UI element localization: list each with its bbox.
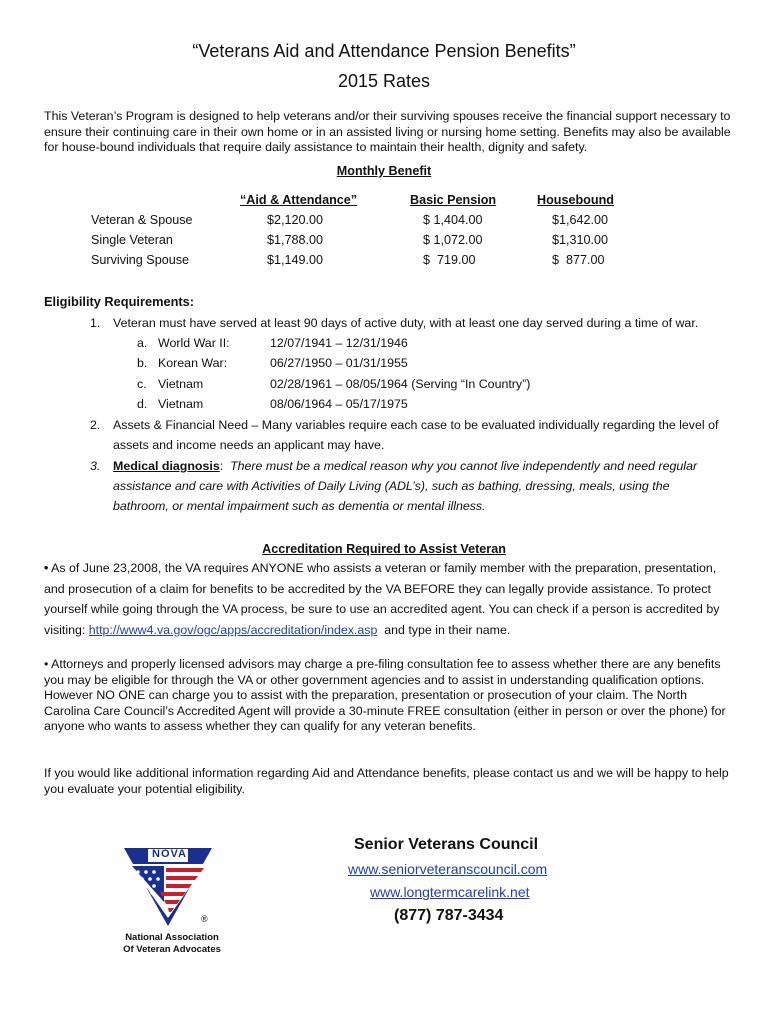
document-subtitle: 2015 Rates xyxy=(337,71,431,91)
war-dates: 02/28/1961 – 08/05/1964 (Serving “In Country”) xyxy=(270,377,531,391)
table-cell: $ 1,072.00 xyxy=(423,233,483,247)
nova-caption-line2: Of Veteran Advocates xyxy=(123,944,221,955)
org-name: Senior Veterans Council xyxy=(354,836,539,853)
row-label: Surviving Spouse xyxy=(91,253,190,267)
list-letter: a. xyxy=(137,336,148,350)
nova-caption xyxy=(104,932,240,956)
accreditation-line1-text: As of June 23,2008, the VA requires ANYONE who assists a veteran or family member with the preparation, presentation, xyxy=(48,561,717,575)
eligibility-item-assets-line1: Assets & Financial Need – Many variables require each case to be evaluated individually regarding the level of xyxy=(113,418,719,432)
table-cell: $1,149.00 xyxy=(267,253,324,267)
accreditation-line3: yourself while going through the VA process, be sure to use an accredited agent. You can check if a person is accredited by xyxy=(44,602,720,616)
war-dates: 12/07/1941 – 12/31/1946 xyxy=(270,336,408,350)
accreditation-line4 xyxy=(44,623,510,637)
eligibility-item-medical-line3: bathroom, or mental impairment such as dementia or mental illness. xyxy=(113,499,486,513)
medical-diagnosis-colon: : xyxy=(219,459,224,473)
accreditation-line1 xyxy=(44,561,716,575)
consultation-paragraph: • Attorneys and properly licensed advisors may charge a pre-filing consultation fee to assess whether there are any benefits you may be eligible for through the VA or other government agencies and to assist in understanding qualification options. However NO ONE can charge you to assist with the preparation, presentation or prosecution of your claim. The North Carolina Care Council’s Accredited Agent will provide a 30-minute FREE consultation (either in person or over the phone) for anyone who wants to assess whether they can qualify for any veteran benefits. xyxy=(44,657,726,733)
war-name: Vietnam xyxy=(158,397,204,411)
table-cell: $1,642.00 xyxy=(552,213,609,227)
row-label: Single Veteran xyxy=(91,233,173,247)
list-number: 1. xyxy=(90,316,101,330)
eligibility-heading: Eligibility Requirements: xyxy=(44,294,195,309)
table-cell: $ 877.00 xyxy=(552,253,605,267)
war-name: Vietnam xyxy=(158,377,204,391)
list-letter: c. xyxy=(137,377,147,391)
war-name: World War II: xyxy=(158,336,230,350)
monthly-benefit-heading: Monthly Benefit xyxy=(336,164,432,178)
bullet: • xyxy=(44,561,49,575)
war-dates: 06/27/1950 – 01/31/1955 xyxy=(270,356,408,370)
table-cell: $2,120.00 xyxy=(267,213,324,227)
va-accreditation-link[interactable]: http://www4.va.gov/ogc/apps/accreditation/index.asp xyxy=(88,623,378,637)
list-letter: d. xyxy=(137,397,148,411)
list-letter: b. xyxy=(137,356,148,370)
eligibility-item-service: Veteran must have served at least 90 days of active duty, with at least one day served during a time of war. xyxy=(113,316,699,330)
list-number: 3. xyxy=(90,459,101,473)
table-cell: $ 719.00 xyxy=(423,253,476,267)
document-title: “Veterans Aid and Attendance Pension Benefits” xyxy=(192,41,576,61)
closing-paragraph: If you would like additional information regarding Aid and Attendance benefits, please contact us and we will be happy to help you evaluate your potential eligibility. xyxy=(44,766,729,796)
eligibility-item-medical-line2: assistance and care with Activities of Daily Living (ADL’s), such as bathing, dressing, meals, using the xyxy=(113,479,670,493)
accreditation-heading: Accreditation Required to Assist Veteran xyxy=(262,542,506,556)
website-link-seniorveterans[interactable]: www.seniorveteranscouncil.com xyxy=(348,861,548,877)
phone-number: (877) 787-3434 xyxy=(394,907,504,924)
medical-diagnosis-label: Medical diagnosis xyxy=(113,459,220,473)
accreditation-line2: and prosecution of a claim for benefits to be accredited by the VA BEFORE they can legally provide assistance. To protect xyxy=(44,582,711,596)
list-number: 2. xyxy=(90,418,101,432)
nova-logo xyxy=(118,842,218,935)
visiting-suffix: and type in their name. xyxy=(377,623,511,637)
column-header-basic-pension: Basic Pension xyxy=(410,193,497,207)
table-cell: $1,788.00 xyxy=(267,233,324,247)
table-cell: $1,310.00 xyxy=(552,233,609,247)
row-label: Veteran & Spouse xyxy=(91,213,193,227)
website-link-longtermcare[interactable]: www.longtermcarelink.net xyxy=(370,884,530,900)
nova-caption-line1: National Association xyxy=(125,932,219,943)
eligibility-item-medical-line1 xyxy=(113,459,697,473)
visiting-label: visiting: xyxy=(44,623,89,637)
registered-mark: ® xyxy=(201,914,208,924)
war-dates: 08/06/1964 – 05/17/1975 xyxy=(270,397,408,411)
medical-diagnosis-text: There must be a medical reason why you cannot live independently and need regular xyxy=(230,459,698,473)
eligibility-item-assets-line2: assets and income needs an applicant may have. xyxy=(113,438,385,452)
column-header-aid-attendance: “Aid & Attendance” xyxy=(240,193,358,207)
nova-acronym: NOVA xyxy=(152,848,187,860)
intro-paragraph: This Veteran’s Program is designed to help veterans and/or their surviving spouses receive the financial support necessary to ensure their continuing care in their own home or in an assisted living or nursing home setting. Benefits may also be available for house-bound individuals that require daily assistance to maintain their health, dignity and safety. xyxy=(44,109,731,154)
war-name: Korean War: xyxy=(158,356,228,370)
column-header-housebound: Housebound xyxy=(537,193,614,207)
table-cell: $ 1,404.00 xyxy=(423,213,483,227)
